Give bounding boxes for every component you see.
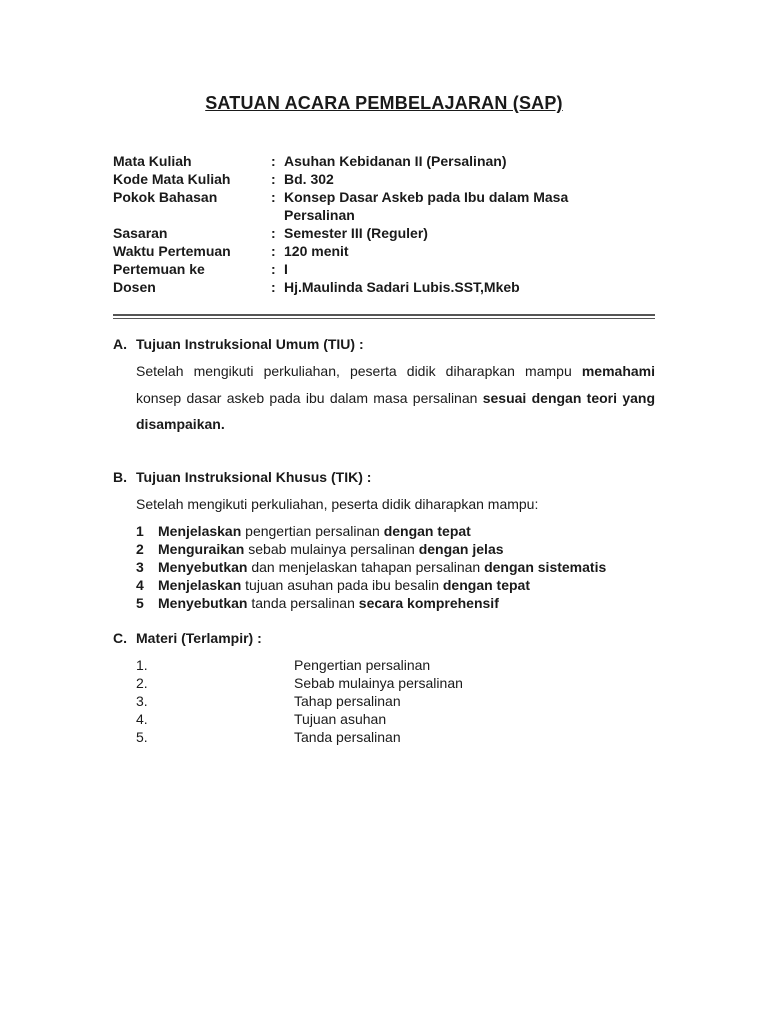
info-label: Pertemuan ke [113, 261, 205, 277]
list-text: Pengertian persalinan [294, 657, 431, 673]
list-number: 2. [136, 675, 148, 691]
info-colon: : [271, 225, 276, 241]
paragraph-text: Setelah mengikuti perkuliahan, peserta didik diharapkan mampu [136, 363, 582, 379]
info-value: Asuhan Kebidanan II (Persalinan) [284, 153, 507, 169]
list-number: 1 [136, 523, 144, 539]
list-qualifier: dengan jelas [418, 541, 504, 557]
list-number: 3 [136, 559, 144, 575]
section-letter: B. [113, 469, 127, 485]
section-title: Tujuan Instruksional Khusus (TIK) : [136, 469, 372, 485]
info-label: Dosen [113, 279, 156, 295]
info-value: Bd. 302 [284, 171, 334, 187]
list-qualifier: secara komprehensif [358, 595, 499, 611]
list-text: Tahap persalinan [294, 693, 401, 709]
list-number: 5 [136, 595, 144, 611]
list-text: tujuan asuhan pada ibu besalin [241, 577, 443, 593]
info-value: Konsep Dasar Askeb pada Ibu dalam Masa Persalinan [284, 189, 569, 223]
info-value: 120 menit [284, 243, 349, 259]
list-text: pengertian persalinan [241, 523, 384, 539]
list-verb: Menyebutkan [158, 595, 248, 611]
section-letter: C. [113, 630, 127, 646]
emphasis-text: sesuai dengan teori yang disampaikan. [136, 389, 655, 432]
list-number: 4 [136, 577, 144, 593]
info-label: Mata Kuliah [113, 153, 192, 169]
list-verb: Menjelaskan [158, 577, 242, 593]
list-number: 5. [136, 729, 148, 745]
info-colon: : [271, 171, 276, 187]
info-colon: : [271, 261, 276, 277]
emphasis-text: memahami [581, 363, 655, 379]
info-colon: : [271, 189, 276, 205]
list-text: sebab mulainya persalinan [244, 541, 419, 557]
list-number: 3. [136, 693, 148, 709]
list-text: tanda persalinan [247, 595, 359, 611]
list-text: Tujuan asuhan [294, 711, 387, 727]
info-label: Pokok Bahasan [113, 189, 218, 205]
divider-thin [113, 318, 655, 319]
info-value: I [284, 261, 288, 277]
list-verb: Menguraikan [158, 541, 245, 557]
list-number: 1. [136, 657, 148, 673]
list-number: 4. [136, 711, 148, 727]
info-value: Hj.Maulinda Sadari Lubis.SST,Mkeb [284, 279, 520, 295]
section-b-heading [113, 469, 371, 485]
section-title: Materi (Terlampir) : [136, 630, 262, 646]
section-letter: A. [113, 336, 127, 352]
section-b-intro: Setelah mengikuti perkuliahan, peserta didik diharapkan mampu: [136, 496, 539, 512]
section-a-paragraph [136, 358, 655, 438]
info-label: Waktu Pertemuan [113, 243, 231, 259]
info-label: Sasaran [113, 225, 168, 241]
info-colon: : [271, 153, 276, 169]
info-colon: : [271, 243, 276, 259]
section-c-heading [113, 630, 262, 646]
list-text: Sebab mulainya persalinan [294, 675, 463, 691]
divider-thick [113, 314, 655, 316]
list-number: 2 [136, 541, 144, 557]
list-qualifier: dengan sistematis [484, 559, 607, 575]
list-verb: Menjelaskan [158, 523, 242, 539]
info-value: Semester III (Reguler) [284, 225, 428, 241]
list-qualifier: dengan tepat [442, 577, 530, 593]
info-colon: : [271, 279, 276, 295]
list-verb: Menyebutkan [158, 559, 248, 575]
info-label: Kode Mata Kuliah [113, 171, 231, 187]
section-title: Tujuan Instruksional Umum (TIU) : [136, 336, 364, 352]
section-a-heading [113, 336, 364, 352]
page-title: SATUAN ACARA PEMBELAJARAN (SAP) [205, 93, 563, 113]
list-text: dan menjelaskan tahapan persalinan [247, 559, 485, 575]
list-text: Tanda persalinan [294, 729, 401, 745]
list-qualifier: dengan tepat [383, 523, 471, 539]
paragraph-text: konsep dasar askeb pada ibu dalam masa persalinan [136, 389, 483, 406]
